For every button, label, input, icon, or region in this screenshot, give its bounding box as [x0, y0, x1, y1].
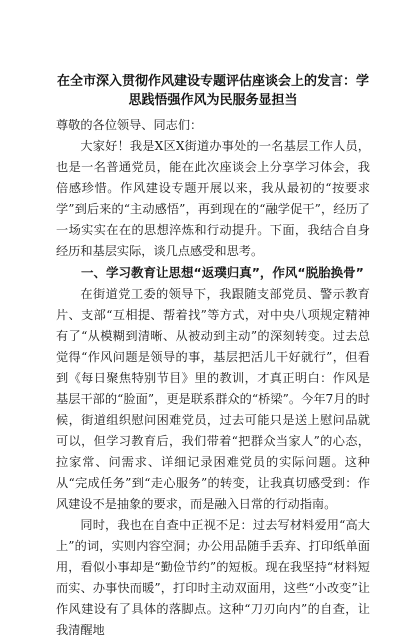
- salutation: 尊敬的各位领导、同志们：: [56, 118, 203, 132]
- section-heading: 一、学习教育让思想“返璞归真”，作风“脱胎换骨”: [81, 265, 364, 280]
- section-paragraph: 同时，我也在自查中正视不足：过去写材料爱用“高大上”的词，实则内容空洞；办公用品随手丢弃、打印纸单面用，看似小事却是“勤俭节约”的短板。现在我坚持“材料短而实、办事快而暖”，打印时主动双面用，这些“小改变”让作风建设有了具体的落脚点。这种“刀刃向内”的自查，让我清醒地: [56, 518, 370, 637]
- section-paragraph: 在街道党工委的领导下，我跟随支部党员、警示教育片、支部“互相提、帮着找”等方式，对中央八项规定精神有了“从模糊到清晰、从被动到主动”的深刻转变。过去总觉得“作风问题是领导的事，基层把活儿干好就行”，但看到《每日聚焦特别节目》里的教训，才真正明白：作风是基层干部的“脸面”，更是联系群众的“桥梁”。今年7月的时候，街道组织慰问困难党员，过去可能只是送上慰问品就可以，但学习教育后，我们带着“把群众当家人”的心态，拉家常、问需求、详细记录困难党员的实际问题。这种从“完成任务”到“走心服务”的转变，让我真切感受到：作风建设不是抽象的要求，而是融入日常的行动指南。: [56, 287, 370, 511]
- intro-paragraph: 大家好！我是X区X街道办事处的一名基层工作人员，也是一名普通党员，能在此次座谈会上分享学习体会，我倍感珍惜。作风建设专题开展以来，我从最初的“按要求学”到后来的“主动感悟”，再到现在的“融学促干”，经历了一场实实在在的思想淬炼和行动提升。下面，我结合自身经历和基层实际，谈几点感受和思考。: [56, 139, 370, 258]
- document-title: 在全市深入贯彻作风建设专题评估座谈会上的发言：学思践悟强作风为民服务显担当: [56, 74, 369, 108]
